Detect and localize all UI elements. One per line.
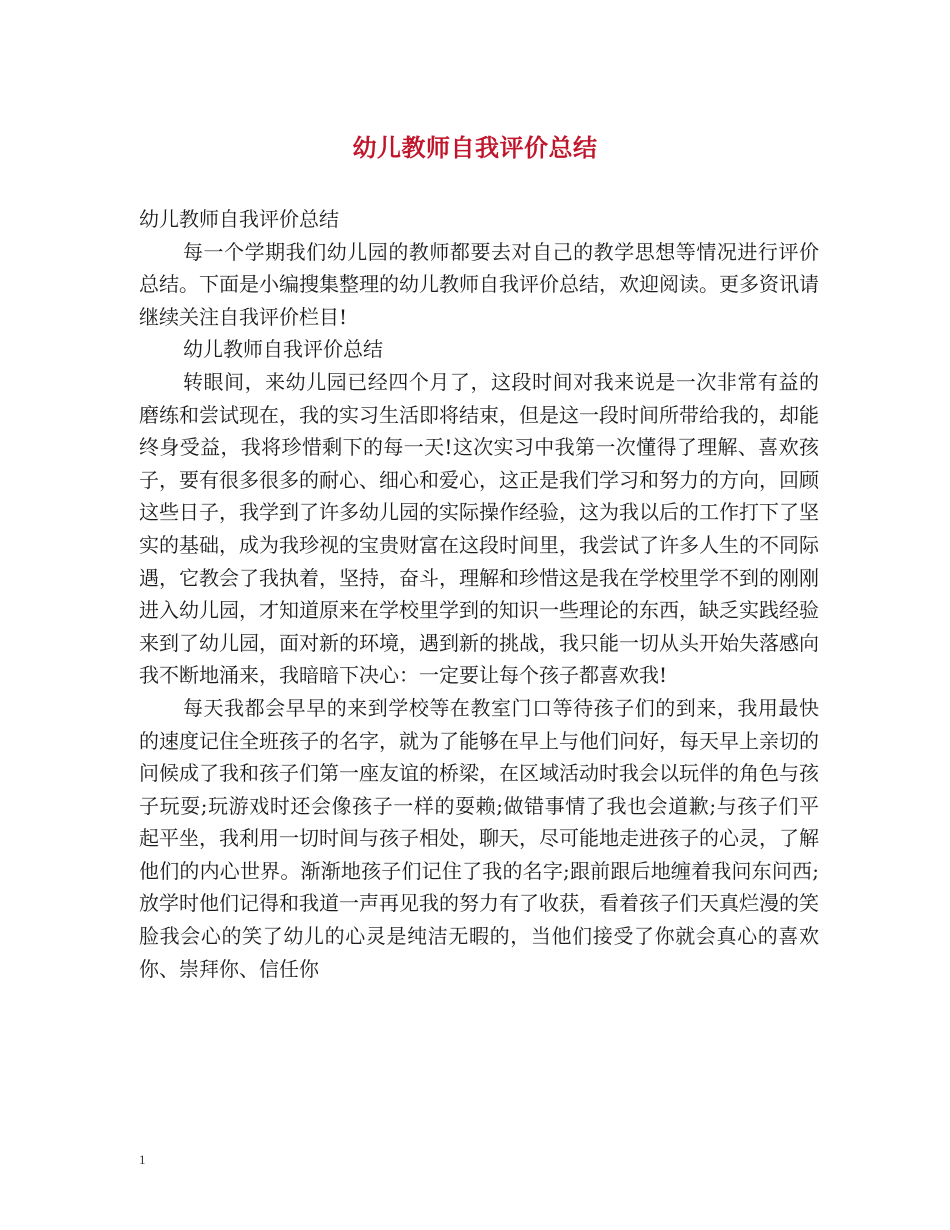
paragraph-body: 转眼间，来幼儿园已经四个月了，这段时间对我来说是一次非常有益的磨练和尝试现在，我的实习生活即将结束，但是这一段时间所带给我的，却能终身受益，我将珍惜剩下的每一天!这次实习中我第一次懂得了理解、喜欢孩子，要有很多很多的耐心、细心和爱心，这正是我们学习和努力的方向，回顾这些日子，我学到了许多幼儿园的实际操作经验，这为我以后的工作打下了坚实的基础，成为我珍视的宝贵财富在这段时间里，我尝试了许多人生的不同际遇，它教会了我执着，坚持，奋斗，理解和珍惜这是我在学校里学不到的刚刚进入幼儿园，才知道原来在学校里学到的知识一些理论的东西，缺乏实践经验来到了幼儿园，面对新的环境，遇到新的挑战，我只能一切从头开始失落感向我不断地涌来，我暗暗下决心：一定要让每个孩子都喜欢我! (139, 369, 819, 688)
paragraph-heading: 幼儿教师自我评价总结 (183, 337, 383, 362)
paragraph-body: 每天我都会早早的来到学校等在教室门口等待孩子们的到来，我用最快的速度记住全班孩子的名字，就为了能够在早上与他们问好，每天早上亲切的问候成了我和孩子们第一座友谊的桥梁，在区域活动时我会以玩伴的角色与孩子玩耍;玩游戏时还会像孩子一样的耍赖;做错事情了我也会道歉;与孩子们平起平坐，我利用一切时间与孩子相处，聊天，尽可能地走进孩子的心灵，了解他们的内心世界。渐渐地孩子们记住了我的名字;跟前跟后地缠着我问东问西;放学时他们记得和我道一声再见我的努力有了收获，看着孩子们天真烂漫的笑脸我会心的笑了幼儿的心灵是纯洁无暇的，当他们接受了你就会真心的喜欢你、崇拜你、信任你 (139, 695, 819, 981)
document-body (139, 203, 819, 985)
page-number: 1 (139, 1152, 146, 1167)
page-title: 幼儿教师自我评价总结 (352, 133, 598, 162)
paragraph-intro: 每一个学期我们幼儿园的教师都要去对自己的教学思想等情况进行评价总结。下面是小编搜集整理的幼儿教师自我评价总结，欢迎阅读。更多资讯请继续关注自我评价栏目! (139, 239, 819, 329)
paragraph-subtitle: 幼儿教师自我评价总结 (139, 207, 339, 231)
